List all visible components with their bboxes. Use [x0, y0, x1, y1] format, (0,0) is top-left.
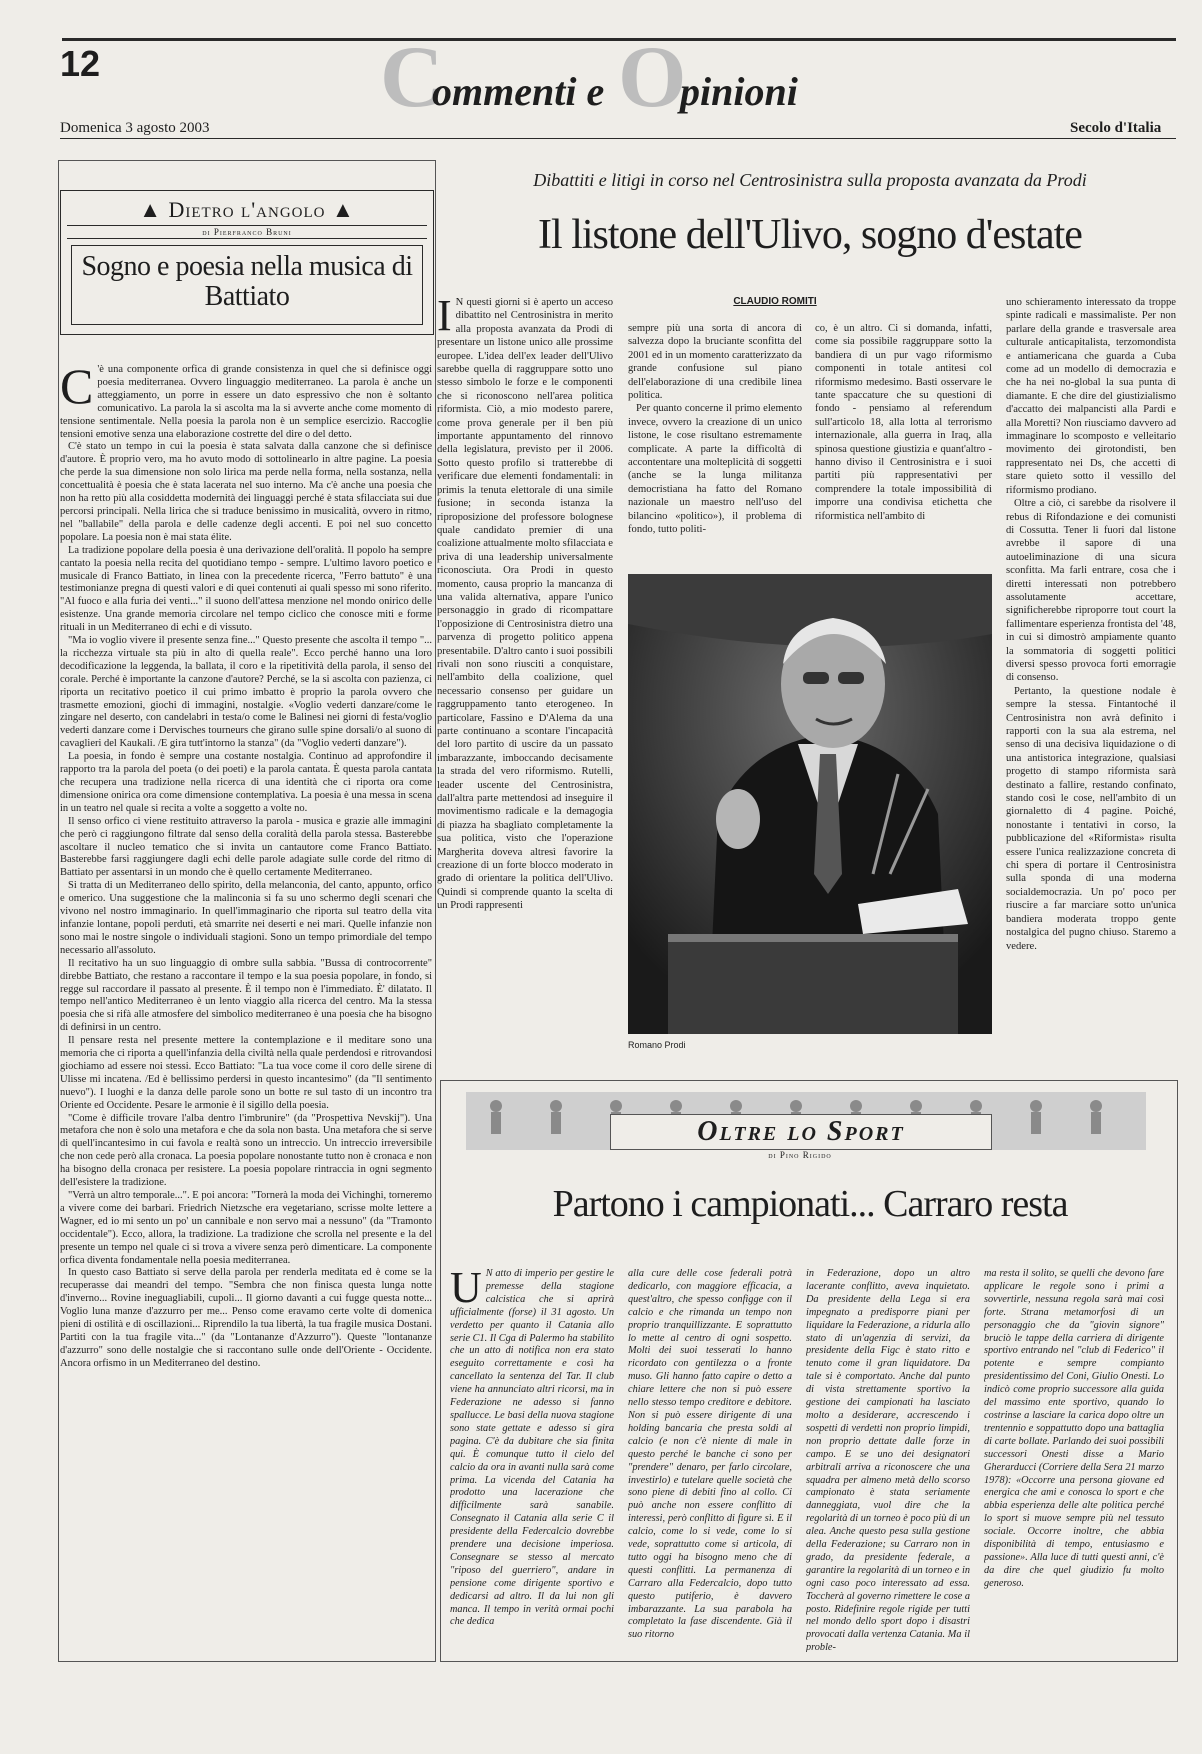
left-headline: Sogno e poesia nella musica di Battiato: [71, 245, 423, 325]
section-word-1: ommenti e: [432, 69, 605, 114]
photo-caption: Romano Prodi: [628, 1040, 686, 1050]
sport-headline: Partono i campionati... Carraro resta: [552, 1183, 1068, 1225]
left-paragraph: "Ma io voglio vivere il presente senza fine..." Questo presente che ascolta il tempo "... la ricchezza virtuale sta più in alto di quella reale". Ecco perché hanno una loro decodificazione la leggenda, la ballata, il coro e la ripetitività della parola, il senso del corale. Perché è importante la canzone d'autore? Perché, se la si ascolta con pazienza, ci riporta un recitativo poetico il cui primo imbatto è proprio la parola ovvero che trasmette emozioni, giochi di immagini, nostalgie. «Voglio vederti danzare/come le zingare nel deserto, con candelabri in testa/o come le Balinesi nei giorni di festa/voglio vederti danzare come i Dervisches tourneurs che girano sulle spine dorsali/o al suono di cavaglieri del Kaukali. /E gira tutt'intorno la stanza" (da "Voglio vederti danzare").: [60, 635, 432, 750]
main-col-3: [815, 322, 992, 564]
main-paragraph: Per quanto concerne il primo elemento invece, ovvero la creazione di un unico listone, le cose risultano estremamente complicate. A parte la difficoltà di accontentare una molteplicità di soggetti (anche se la lunga militanza democristiana ha fatto del Romano nazionale un maestro nell'uso del bilancino «politico»), il problema di fondo, tutto politi-: [628, 403, 802, 536]
newspaper-name: Secolo d'Italia: [1070, 120, 1162, 136]
sport-paragraph: in Federazione, dopo un altro lacerante conflitto, aveva inquietato. Da presidente della Lega si era impegnato a predisporre piani per liquidare la Federazione, a ridurla allo stato di un'agenzia di servizi, da presidente della Figc è stato ritto e tenuto come il gran liquidatore. Da tale si è comportato. Anche dal punto di vista strettamente sportivo la gestione dei campionati ha lasciato molto a desiderare, accrescendo i sospetti di verdetti non proprio limpidi, non proprio dettate dalle forze in campo. E se uno dei designatori arbitrali arriva a riconoscere che una squadra per almeno metà dello scorso campionato è stata seriamente danneggiata, vuol dire che la regolarità di un torneo è poco più di un alea. Anche questo pesa sulla gestione della Federazione; su Carraro non in grado, da presidente federale, a garantire la regolarità di un torneo e in ogni caso poco interessato ad essa. Toccherà al governo rimettere le cose a posto. Ridefinire regole rigide per tutti nel mondo dello sport dopo i disastri provocati dalla vertenza Catania. Ma il proble-: [806, 1268, 970, 1652]
sport-col-2: [628, 1268, 792, 1652]
left-paragraph: 'è una componente orfica di grande consistenza in quel che si definisce oggi poesia mediterranea. Ovvero linguaggio mediterraneo. La parola è anche un atteggiamento, un porre in essere un dato espressivo che non è soltanto comunicativo. La parola la si ascolta ma la si avverte anche come momento di tensione sentimentale. Nella poesia la parola non è un semplice esercizio. Raccoglie tensioni emotive senza una elaborazione costrette del dire o del detto.: [60, 364, 432, 440]
main-col-4: [1006, 296, 1176, 1066]
main-paragraph: co, è un altro. Ci si domanda, infatti, come sia possibile raggruppare sotto la bandiera di un pur vago riformismo componenti in totale antitesi col riformismo medesimo. Basti osservare le tante spaccature che su questioni di fondo - pensiamo al referendum sull'articolo 18, alla lotta al terrorismo internazionale, alla guerra in Iraq, alla spinosa questione giustizia e quant'altro - hanno diviso il Centrosinistra e i suoi partiti più rappresentativi per comprendere la totale impossibilità di imporre una condivisa etichetta che riformistica nell'ambito di: [815, 323, 992, 522]
left-paragraph: Si tratta di un Mediterraneo dello spirito, della melanconia, del canto, appunto, orfico e omerico. Una suggestione che la malinconia si fa su uno schermo degli scenari che vivono nel nostro immaginario. In quell'immaginario che riporta sul teatro della vita infanzie lontane, popoli perduti, età smarrite nei deserti e nei mari. Quelle infanzie non sono mai le nostre singole o individuali stagioni. Sono un tempo primordiale del tempo necessario all'assoluto.: [60, 880, 432, 956]
date-rule: [60, 138, 1176, 139]
main-paragraph: Pertanto, la questione nodale è sempre la stessa. Fintantoché il Centrosinistra non avrà definito i rapporti con la sua ala estrema, nel senso di una decisiva liquidazione o di una antistorica integrazione, qualsiasi progetto di stampo riformista sarà destinato a fallire, restando confinato, stando così le cose, nell'ambito di un giornaletto di 4 pagine. Poiché, nonostante i tentativi in corso, la pubblicazione del «Riformista» risulta essere l'unica realizzazione concreta di chi spera di portare il Centrosinistra sulla sponda di una moderna socialdemocrazia. Un po' poco per riuscire a far marciare sotto un'unica bandiera moderata troppo gente nostalgica del pugno chiuso. Staremo a vedere.: [1006, 685, 1176, 952]
section-title: [380, 29, 860, 126]
sport-dropcap: U: [450, 1268, 482, 1312]
section-cap-o: O: [618, 29, 687, 126]
left-paragraph: In questo caso Battiato si serve della parola per renderla meditata ed è come se la recuperasse dai meandri del tempo. "Sembra che non finisca questa lunga notte d'inverno... Rovine ineguagliabili, cupoli... Il giorno davanti a cui fugge questa notte... Voglio luna manze d'azzurro per me... Penso come eravamo certe volte di domenica pieni di ostilità e di oscillazioni... Riprendilo la tua libertà, la tua fragile musica Dostani. Partiti con la tua fragile vita..." (da "Lontananze d'Azzurro"). Queste "lontananze d'azzurro" sono delle nostalgie che si raccontano sulle onde dell'Oriente - Occidente. Ancora orfismo in un Mediterraneo del destino.: [60, 1267, 432, 1369]
left-paragraph: "Come è difficile trovare l'alba dentro l'imbrunire" (da "Prospettiva Nevskij"). Una metafora che non è solo una metafora e che da sola non basta. Una metafora che si serve di quell'incantesimo in cui favola e realtà sono un intreccio. Un intreccio irreversibile che non cede però alla cronaca. La poesia popolare nonostante tutto non è cronaca e non ha bisogno della cronaca per resistere. La poesia popolare rintraccia in ogni segmento dell'esistere la tradizione.: [60, 1112, 432, 1189]
section-word-2: pinioni: [680, 69, 798, 114]
sport-byline: di Pino Rigido: [768, 1150, 832, 1160]
sport-col-3: [806, 1268, 970, 1652]
section-cap-c: C: [380, 29, 444, 126]
sport-paragraph: ma resta il solito, se quelli che devono fare applicare le regole sono i primi a sovvertirle, nessuna regola sarà mai così forte. Strana metamorfosi di un personaggio che da "giovin signore" bruciò le tappe della carriera di dirigente sportivo entrando nel "club di Federico" il potente e sempre compianto presidentissimo del Coni, Giulio Onesti. Lo indicò come proprio successore alla guida del massimo ente sportivo, quando lo costrinse a lasciare la carica dopo oltre un trentennio e soppattutto dopo una battaglia di carte bollate. Parlando dei suoi possibili successori Onesti disse a Mario Gherarducci (Corriere della Sera 21 marzo 1978): «Occorre una persona giovane ed energica che ami e conosca lo sport e che abbia esperienza delle alte politica perché lo sport si muove sempre più nel tessuto sociale. Occorre inoltre, che abbia disponibilità di tempo, entusiasmo e passione». Alla luce di tutti questi anni, c'è da dire che quel giudizio fu molto generoso.: [984, 1268, 1164, 1589]
page-date: Domenica 3 agosto 2003: [60, 120, 210, 136]
left-column-body: [60, 364, 432, 1654]
rubric-title: [61, 197, 433, 223]
sport-paragraph: alla cure delle cose federali potrà dedicarlo, con maggiore efficacia, a quest'altro, che spesso configge con il calcio e che rimanda un tempo non proprio tranquillizzante. E soprattutto lo mette al centro di ogni sospetto. Molti dei suoi tesserati lo hanno ricordato con gentilezza o a fronte muso. Gli hanno fatto capire o detto a chiare lettere che non si può essere nello stesso tempo creditore e debitore. Non si può essere dirigente di una holding bancaria che presta soldi al calcio (e non c'è niente di male in questo perché le banche ci sono per "prendere" denaro, per farlo circolare, investirlo) e tutelare quelle società che sono piene di debiti fino al collo. Ci può anche non essere conflitto di interessi, però conflitto di figure sì. E il calcio, come lo si vede, come lo si vede, soprattutto come si articola, di tutto oggi ha bisogno meno che di questi conflitti. La permanenza di Carraro alla Federcalcio, dopo tutto questo putiferio, è davvero imbarazzante. La sua parabola ha completato la fase discendente. Già il suo ritorno: [628, 1268, 792, 1641]
main-kicker: Dibattiti e litigi in corso nel Centrosinistra sulla proposta avanzata da Prodi: [533, 170, 1087, 190]
rubric-box: [60, 190, 434, 335]
page-number: 12: [60, 43, 101, 84]
left-dropcap: C: [60, 364, 94, 414]
main-paragraph: uno schieramento interessato da troppe spinte radicali e massimaliste. Per non parlare della grande e trasversale area culturale anticapitalista, terzomondista e antiamericana che guarda a Cuba come ad un modello di democrazia e che ha nei no-global la sua punta di diamante. E che dire del giustizialismo d'accatto dei malpancisti alla Pardi e alla Moretti? Non riusciamo davvero ad immaginare lo scomposto e velleitario movimento dei girotondisti, ben rappresentato nei Ds, che accetti di stare quieto sotto il vessillo del riformismo prodiano.: [1006, 297, 1176, 496]
main-paragraph: N questi giorni si è aperto un acceso dibattito nel Centrosinistra in merito alla proposta avanzata da Prodi di presentare un listone unico alle prossime europee. L'idea dell'ex leader dell'Ulivo sarebbe quella di raggruppare sotto uno stesso simbolo le forze e le componenti che si riconoscono nell'area politica riformista. Ciò, a mio modesto parere, come prova generale per il ben più importante appuntamento del rinnovo della legislatura, previsto per il 2006. Sotto questo profilo si tratterebbe di verificare due elementi fondamentali: in primis la tenuta elettorale di una simile fusione; in seconda istanza la riproposizione del professore bolognese quale candidato premier di una coalizione attualmente molto sfilacciata e priva di una leadership universalmente riconosciuta. Ora Prodi in questo momento, causa proprio la mancanza di una valida alternativa, appare l'unico personaggio in grado di ricompattare l'opposizione di Centrosinistra dietro una parvenza di progetto politico appena presentabile. D'altro canto i suoi possibili rivali non sono riusciti a conquistare, nell'ambito della coalizione, quel necessario consenso per guidare un raggruppamento tanto eterogeneo. In particolare, Fassino e D'Alema da una parte continuano a scontare l'incapacità del loro partito di uscire da un passato imbarazzante, imboccando decisamente la strada del vero riformismo. Rutelli, leader uscente del Centrosinistra, dall'altra parte mettendosi ad inseguire il movimentismo radicale e la demagogia di piazza ha sbagliato completamente la sua politica, visto che l'operazione Margherita doveva altresì favorire la creazione di un forte blocco moderato in grado di orientare la politica dell'Ulivo. Quindi si comprende quanto la scelta di un Prodi rappresenti: [437, 297, 613, 912]
left-paragraph: La tradizione popolare della poesia è una derivazione dell'oralità. Il popolo ha sempre cantato la poesia nella recita del quotidiano tempo - sempre. L'ultimo lavoro poetico e musicale di Franco Battiato, in linea con la precedente ricerca, "Ferro battuto" è una testimonianze pregna di questi valori e di quei contenuti ai quali spesso mi sono riferito. "Al fuoco e alla furia dei venti..." il suono dell'attesa menzione nel mondo onirico delle esistenze. Una grande memoria circolare nel tempo ciclico che conosce miti e forme rituali in un Mediterraneo di echi e di vissuto.: [60, 544, 432, 634]
main-dropcap: I: [437, 296, 452, 340]
left-paragraph: Il recitativo ha un suo linguaggio di ombre sulla sabbia. "Bussa di controcorrente" direbbe Battiato, che restano a raccontare il tempo e la sua poesia popolare, in fondo, si regge sul raccordare il passato al presente. È il tempo non è l'immediato. È' dilatato. Il tempo nell'antico Mediterraneo è un lento viaggio alla ricerca del centro. Ma la stessa poesia che si rifà alle atmosfere del simbolico mediterraneo è una poesia che ha bisogno di definirsi in un centro.: [60, 957, 432, 1034]
sport-col-1: [450, 1268, 614, 1652]
sport-paragraph: N atto di imperio per gestire le premesse della stagione calcistica che si aprirà ufficialmente (forse) il 31 agosto. Un verdetto per quanto il Catania allo serie C1. Il Cga di Palermo ha stabilito che un atto di notifica non era stato eseguito correttamente e così ha cancellato la sentenza del Tar. Il club viene ha annunciato altri ricorsi, ma in Federazione ne adesso si fanno spallucce. Le basi della nuova stagione sono state gettate e adesso si gira pagina. C'è da dubitare che sia finita qui. È comunque tutto il cielo del calcio da ora in avanti nulla sarà come prima. La vicenda del Catania ha prodotto una lacerazione che difficilmente sarà sanabile. Consegnato il Catania alla serie C il presidente della Federcalcio dovrebbe prendere una decisione imperiosa. Consegnare se stesso al mercato "riposo del guerriero", andare in pensione come dirigente sportivo e dedicarsi ad altro. Il da lui non gli manca. Il tempo in verità ormai pochi che dedica: [450, 1268, 614, 1628]
main-paragraph: Oltre a ciò, ci sarebbe da risolvere il rebus di Rifondazione e dei comunisti di Cossutta. Tener li fuori dal listone avrebbe il sapore di una autoeliminazione di una sicura sconfitta. Ma farli entrare, cosa che i diretti interessati non potrebbero assolutamente accettare, significherebbe riproporre tout court la fallimentare esperienza frontista del '48, in cui si dimostrò ampiamente quanto la sommatoria di soggetti politici diversi spesso provoca forti emorragie di consenso.: [1006, 498, 1176, 684]
triangle-icon: ▲: [139, 197, 162, 222]
left-paragraph: La poesia, in fondo è sempre una costante nostalgia. Continuo ad approfondire il rapporto tra la parola del poeta (o dei poeti) e la parola cantata. È questa parola cantata che recupera una tradizione nella ricerca di una identità che ci riporta ora come dimensione onirica ora come dimensione contemplativa. La poesia è una messa in scena in un teatro nel quale si recita a volte a soggetto a volte no.: [60, 751, 432, 814]
triangle-icon: ▲: [332, 197, 355, 222]
rubric-byline: di Pierfranco Bruni: [67, 225, 427, 239]
prodi-photo: [628, 574, 992, 1034]
sport-rubric: Oltre lo Sport: [610, 1114, 992, 1150]
main-byline: CLAUDIO ROMITI: [733, 296, 817, 307]
left-paragraph: Il senso orfico ci viene restituito attraverso la parola - musica e grazie alle immagini che però ci raggiungono filtrate dal senso della coralità della parola stessa. Basterebbe ascoltare il nucleo tematico che si invita un cantautore come Franco Battiato. Basterebbe farsi raggiungere dagli echi delle parole adagiate sulle corde del ritmo di Battiato per assentarsi in un mondo che è quello certamente Mediterraneo.: [60, 815, 432, 879]
main-col-2: [628, 322, 802, 564]
left-paragraph: Il pensare resta nel presente mettere la contemplazione e il meditare sono una memoria che ci riporta a quell'infanzia della civiltà nella quale perdendosi e ritrovandosi giochiamo ad essere noi stessi. Ecco Battiato: "La tua voce come il coro delle sirene di Ulisse mi incatena. /Ed è bellissimo perdersi in questo incantesimo" (da "Il sentimento nuevo"). I luoghi e la danza delle parole sono un botte re sul tasto di un incontro tra Oriente ed Occidente. Pesare le armonie è il sigillo della poesia.: [60, 1035, 432, 1111]
sport-col-4: [984, 1268, 1164, 1652]
prodi-portrait-image: [628, 574, 992, 1034]
main-headline: Il listone dell'Ulivo, sogno d'estate: [538, 212, 1082, 258]
rubric-label: Dietro l'angolo: [168, 197, 326, 222]
left-paragraph: C'è stato un tempo in cui la poesia è stata salvata dalla canzone che si definisce d'autore. È proprio vero, ma ho avuto modo di sottolinearlo in altre pagine. La poesia che perde la sua dimensione non solo lirica ma perde nella forma, nella sostanza, nella concettualità è poesia che è stata lacerata nel suo interno. Ma c'è anche una poesia che non ha retto più alla cosiddetta modernità dei linguaggi perché è stata sfilacciata sui due percorsi principali. Nella lirica che si traduce benissimo in musicalità, ovvero in ritmo, nel "ballabile" della parola e delle cadenze degli accenti. E poi nel suo concetto popolare. La poesia non è mai stata élite.: [60, 441, 432, 543]
main-paragraph: sempre più una sorta di ancora di salvezza dopo la bruciante sconfitta del 2001 ed in un momento caratterizzato da grande confusione sul piano dell'elaborazione di una credibile linea politica.: [628, 323, 802, 402]
left-paragraph: "Verrà un altro temporale...". E poi ancora: "Tornerà la moda dei Vichinghi, torneremo a vivere come dei barbari. Friedrich Nietzsche era vegetariano, scrisse molte lettere a Wagner, ed io mi sento un po' un cannibale e non servo mai a nessuno" (da "Tramonto occidentale"). Ecco, allora, la tradizione. La tradizione che scrolla nel presente e la del presente un tempo nel quale ci si trova a vivere senza però dimenticare. La componente orfica diventa fondamentale nella poesia mediterranea.: [60, 1190, 432, 1266]
main-col-1: [437, 296, 613, 1058]
